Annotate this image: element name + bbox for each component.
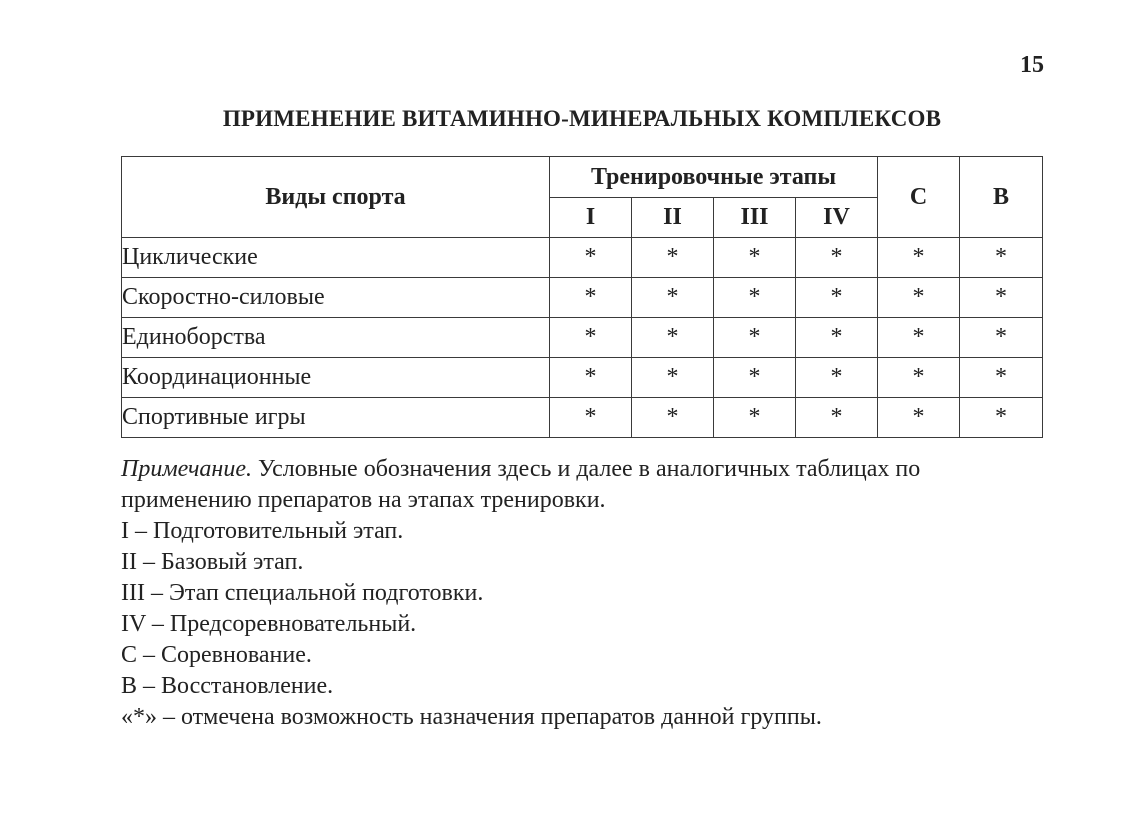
table-row: [122, 318, 1043, 358]
note-line: II – Базовый этап.: [121, 549, 304, 575]
mark-cell: *: [878, 398, 960, 438]
header-recovery: В: [960, 157, 1043, 238]
mark-cell: *: [960, 238, 1043, 278]
mark-cell: *: [878, 238, 960, 278]
header-stage-1: I: [550, 198, 632, 238]
table-row: [122, 238, 1043, 278]
note-label: Примечание.: [121, 456, 252, 482]
mark-cell: *: [714, 238, 796, 278]
page-number: 15: [1020, 52, 1044, 78]
header-stage-2: II: [632, 198, 714, 238]
table-row: [122, 278, 1043, 318]
mark-cell: *: [714, 358, 796, 398]
mark-cell: *: [550, 358, 632, 398]
table-row: [122, 398, 1043, 438]
mark-cell: *: [550, 278, 632, 318]
mark-cell: *: [632, 358, 714, 398]
mark-cell: *: [632, 278, 714, 318]
table-body: [122, 238, 1043, 438]
sport-name-cell: Циклические: [122, 238, 550, 278]
mark-cell: *: [960, 358, 1043, 398]
note-intro: [121, 454, 1046, 516]
note-intro-text: Условные обозначения здесь и далее в аналогичных таблицах по применению препаратов на этапах тренировки.: [121, 456, 921, 513]
note-line: С – Соревнование.: [121, 642, 312, 668]
mark-cell: *: [550, 238, 632, 278]
sport-name-cell: Спортивные игры: [122, 398, 550, 438]
note-line: I – Подготовительный этап.: [121, 518, 404, 544]
mark-cell: *: [960, 318, 1043, 358]
mark-cell: *: [632, 318, 714, 358]
mark-cell: *: [796, 238, 878, 278]
header-competition: С: [878, 157, 960, 238]
table-row: [122, 358, 1043, 398]
mark-cell: *: [714, 278, 796, 318]
mark-cell: *: [796, 398, 878, 438]
mark-cell: *: [796, 318, 878, 358]
mark-cell: *: [714, 318, 796, 358]
note-line: IV – Предсоревновательный.: [121, 611, 417, 637]
mark-cell: *: [796, 358, 878, 398]
mark-cell: *: [960, 398, 1043, 438]
mark-cell: *: [878, 278, 960, 318]
mark-cell: *: [796, 278, 878, 318]
mark-cell: *: [714, 398, 796, 438]
note-line: В – Восстановление.: [121, 673, 334, 699]
mark-cell: *: [550, 398, 632, 438]
page-title: ПРИМЕНЕНИЕ ВИТАМИННО-МИНЕРАЛЬНЫХ КОМПЛЕКСОВ: [222, 106, 942, 131]
mark-cell: *: [878, 358, 960, 398]
sport-name-cell: Скоростно-силовые: [122, 278, 550, 318]
note-line: «*» – отмечена возможность назначения препаратов данной группы.: [121, 704, 822, 730]
mark-cell: *: [632, 238, 714, 278]
note-line: III – Этап специальной подготовки.: [121, 580, 484, 606]
mark-cell: *: [960, 278, 1043, 318]
mark-cell: *: [878, 318, 960, 358]
vitamin-table: [121, 156, 1043, 438]
header-stage-4: IV: [796, 198, 878, 238]
header-sport-types: Виды спорта: [122, 157, 550, 238]
sport-name-cell: Единоборства: [122, 318, 550, 358]
sport-name-cell: Координационные: [122, 358, 550, 398]
header-stage-3: III: [714, 198, 796, 238]
header-training-stages: Тренировочные этапы: [550, 157, 878, 198]
mark-cell: *: [632, 398, 714, 438]
mark-cell: *: [550, 318, 632, 358]
notes-block: [121, 454, 1046, 733]
